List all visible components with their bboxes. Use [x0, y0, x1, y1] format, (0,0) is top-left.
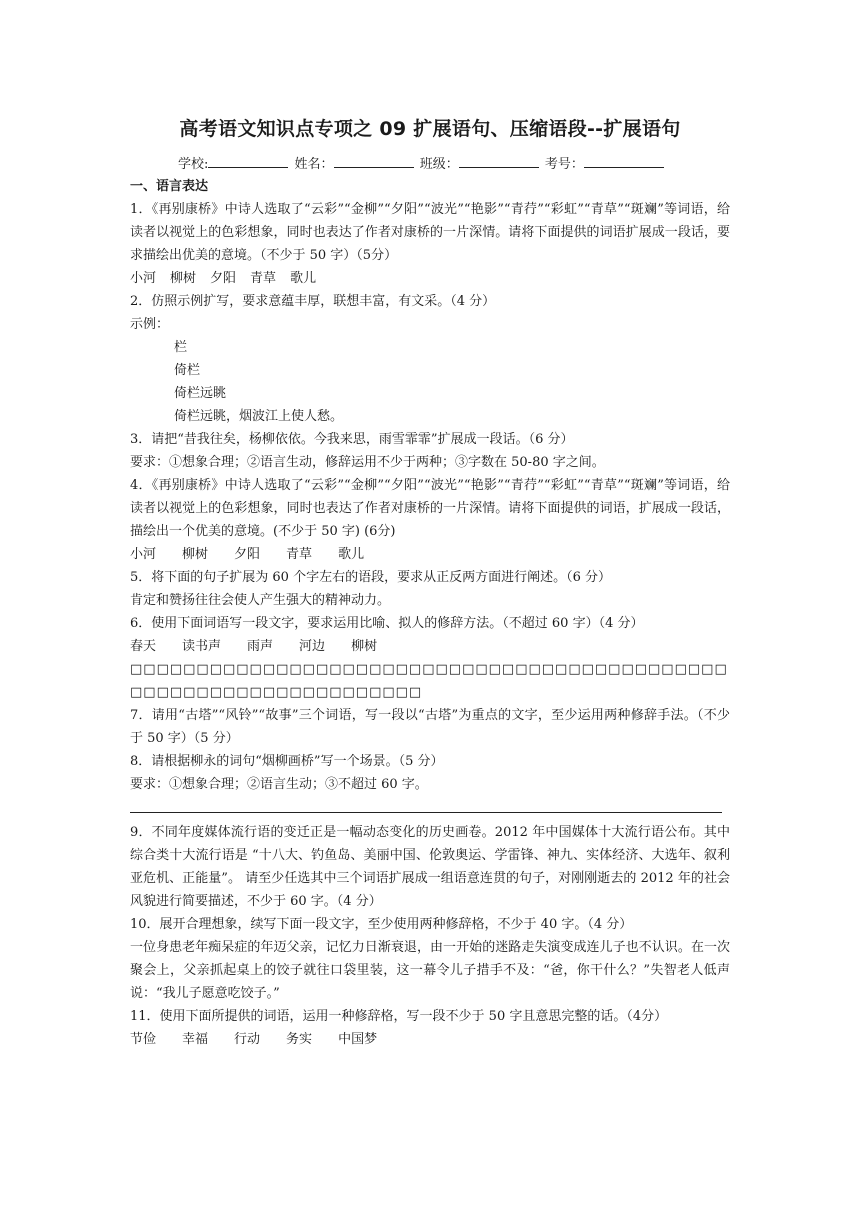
- word: 读书声: [182, 639, 222, 654]
- question-4: 4．《再别康桥》中诗人选取了“云彩”“金柳”“夕阳”“波光”“艳影”“青荇”“彩虹”“青草”“斑斓”等词语，给读者以视觉上的色彩想象，同时也表达了作者对康桥的一片深情。请将下面提供的词语，扩展成一段话，描绘出一个优美的意境。(不少于 50 字) (6分): [130, 478, 730, 539]
- student-info-line: [178, 153, 730, 172]
- word: 春天: [130, 639, 157, 654]
- word: 柳树: [170, 271, 197, 286]
- school-label: 学校:: [178, 157, 209, 172]
- word: 中国梦: [338, 1032, 378, 1047]
- question-1-words: [130, 267, 730, 290]
- question-6: 6．使用下面词语写一段文字，要求运用比喻、拟人的修辞方法。（不超过 60 字）（4 分）: [130, 616, 644, 631]
- word: 柳树: [351, 639, 378, 654]
- word: 行动: [234, 1032, 261, 1047]
- word: 节俭: [130, 1032, 157, 1047]
- question-10: 10．展开合理想象，续写下面一段文字，至少使用两种修辞格，不少于 40 字。（4 分）: [130, 917, 633, 932]
- example-line: 倚栏远眺: [174, 386, 227, 401]
- question-9: 9．不同年度媒体流行语的变迁正是一幅动态变化的历史画卷。2012 年中国媒体十大流行语公布。其中综合类十大流行语是 “十八大、钓鱼岛、美丽中国、伦敦奥运、学雷锋、神九、实体经济、大选年、叙利亚危机、正能量”。 请至少任选其中三个词语扩展成一组语意连贯的句子，对刚刚逝去的 2012 年的社会风貌进行简要描述，不少于 60 字。（4 分）: [130, 825, 730, 909]
- word: 青草: [286, 547, 313, 562]
- question-3-requirement: 要求：①想象合理；②语言生动，修辞运用不少于两种；③字数在 50-80 字之间。: [130, 455, 605, 470]
- question-5-sentence: 肯定和赞扬往往会使人产生强大的精神动力。: [130, 593, 391, 608]
- word: 小河: [130, 547, 157, 562]
- example-label: 示例：: [130, 317, 170, 332]
- question-10-passage: 一位身患老年痴呆症的年迈父亲，记忆力日渐衰退，由一开始的迷路走失演变成连儿子也不认识。在一次聚会上，父亲抓起桌上的饺子就往口袋里装，这一幕令儿子措手不及：“爸，你干什么？”失智老人低声说：“我儿子愿意吃饺子。”: [130, 940, 730, 1001]
- question-8: 8．请根据柳永的词句“烟柳画桥”写一个场景。（5 分）: [130, 754, 444, 769]
- question-1: 1．《再别康桥》中诗人选取了“云彩”“金柳”“夕阳”“波光”“艳影”“青荇”“彩虹”“青草”“斑斓”等词语，给读者以视觉上的色彩想象，同时也表达了作者对康桥的一片深情。请将下面提供的词语扩展成一段话，要求描绘出优美的意境。（不少于 50 字）（5分）: [130, 202, 730, 263]
- name-blank[interactable]: [334, 155, 414, 168]
- question-8-requirement: 要求：①想象合理；②语言生动；③不超过 60 字。: [130, 777, 428, 792]
- page-title: 高考语文知识点专项之 09 扩展语句、压缩语段--扩展语句: [179, 118, 681, 140]
- word: 河边: [299, 639, 326, 654]
- section-heading: 一、语言表达: [130, 179, 209, 194]
- exam-no-blank[interactable]: [584, 155, 664, 168]
- question-11: 11．使用下面所提供的词语，运用一种修辞格，写一段不少于 50 字且意思完整的话。（4分）: [130, 1009, 668, 1024]
- example-line: 倚栏远眺，烟波江上使人愁。: [174, 409, 344, 424]
- answer-line[interactable]: [130, 812, 722, 813]
- question-11-words: [130, 1028, 730, 1051]
- word: 幸福: [182, 1032, 209, 1047]
- exam-no-label: 考号：: [544, 157, 584, 172]
- example-line: 倚栏: [174, 363, 201, 378]
- word: 夕阳: [210, 271, 237, 286]
- question-6-words: [130, 635, 730, 658]
- word: 雨声: [247, 639, 274, 654]
- class-blank[interactable]: [459, 155, 539, 168]
- word: 小河: [130, 271, 157, 286]
- word: 务实: [286, 1032, 313, 1047]
- answer-boxes-row[interactable]: □□□□□□□□□□□□□□□□□□□□□□: [130, 685, 423, 700]
- name-label: 姓名：: [294, 157, 334, 172]
- word: 歌儿: [338, 547, 365, 562]
- answer-boxes-row[interactable]: □□□□□□□□□□□□□□□□□□□□□□□□□□□□□□□□□□□□□□□□□□□□□: [130, 662, 728, 677]
- question-4-words: [130, 543, 730, 566]
- word: 青草: [250, 271, 277, 286]
- school-blank[interactable]: [208, 155, 288, 168]
- question-2: 2．仿照示例扩写，要求意蕴丰厚，联想丰富，有文采。（4 分）: [130, 294, 496, 309]
- example-line: 栏: [174, 340, 188, 355]
- question-7: 7．请用“古塔”“风铃”“故事”三个词语，写一段以“古塔”为重点的文字，至少运用两种修辞手法。（不少于 50 字）（5 分）: [130, 708, 730, 746]
- class-label: 班级：: [419, 157, 459, 172]
- word: 歌儿: [290, 271, 317, 286]
- question-5: 5．将下面的句子扩展为 60 个字左右的语段，要求从正反两方面进行阐述。（6 分）: [130, 570, 611, 585]
- word: 夕阳: [234, 547, 261, 562]
- document-page: [130, 114, 730, 1051]
- question-3: 3．请把“昔我往矣，杨柳依依。今我来思，雨雪霏霏”扩展成一段话。（6 分）: [130, 432, 574, 447]
- word: 柳树: [182, 547, 209, 562]
